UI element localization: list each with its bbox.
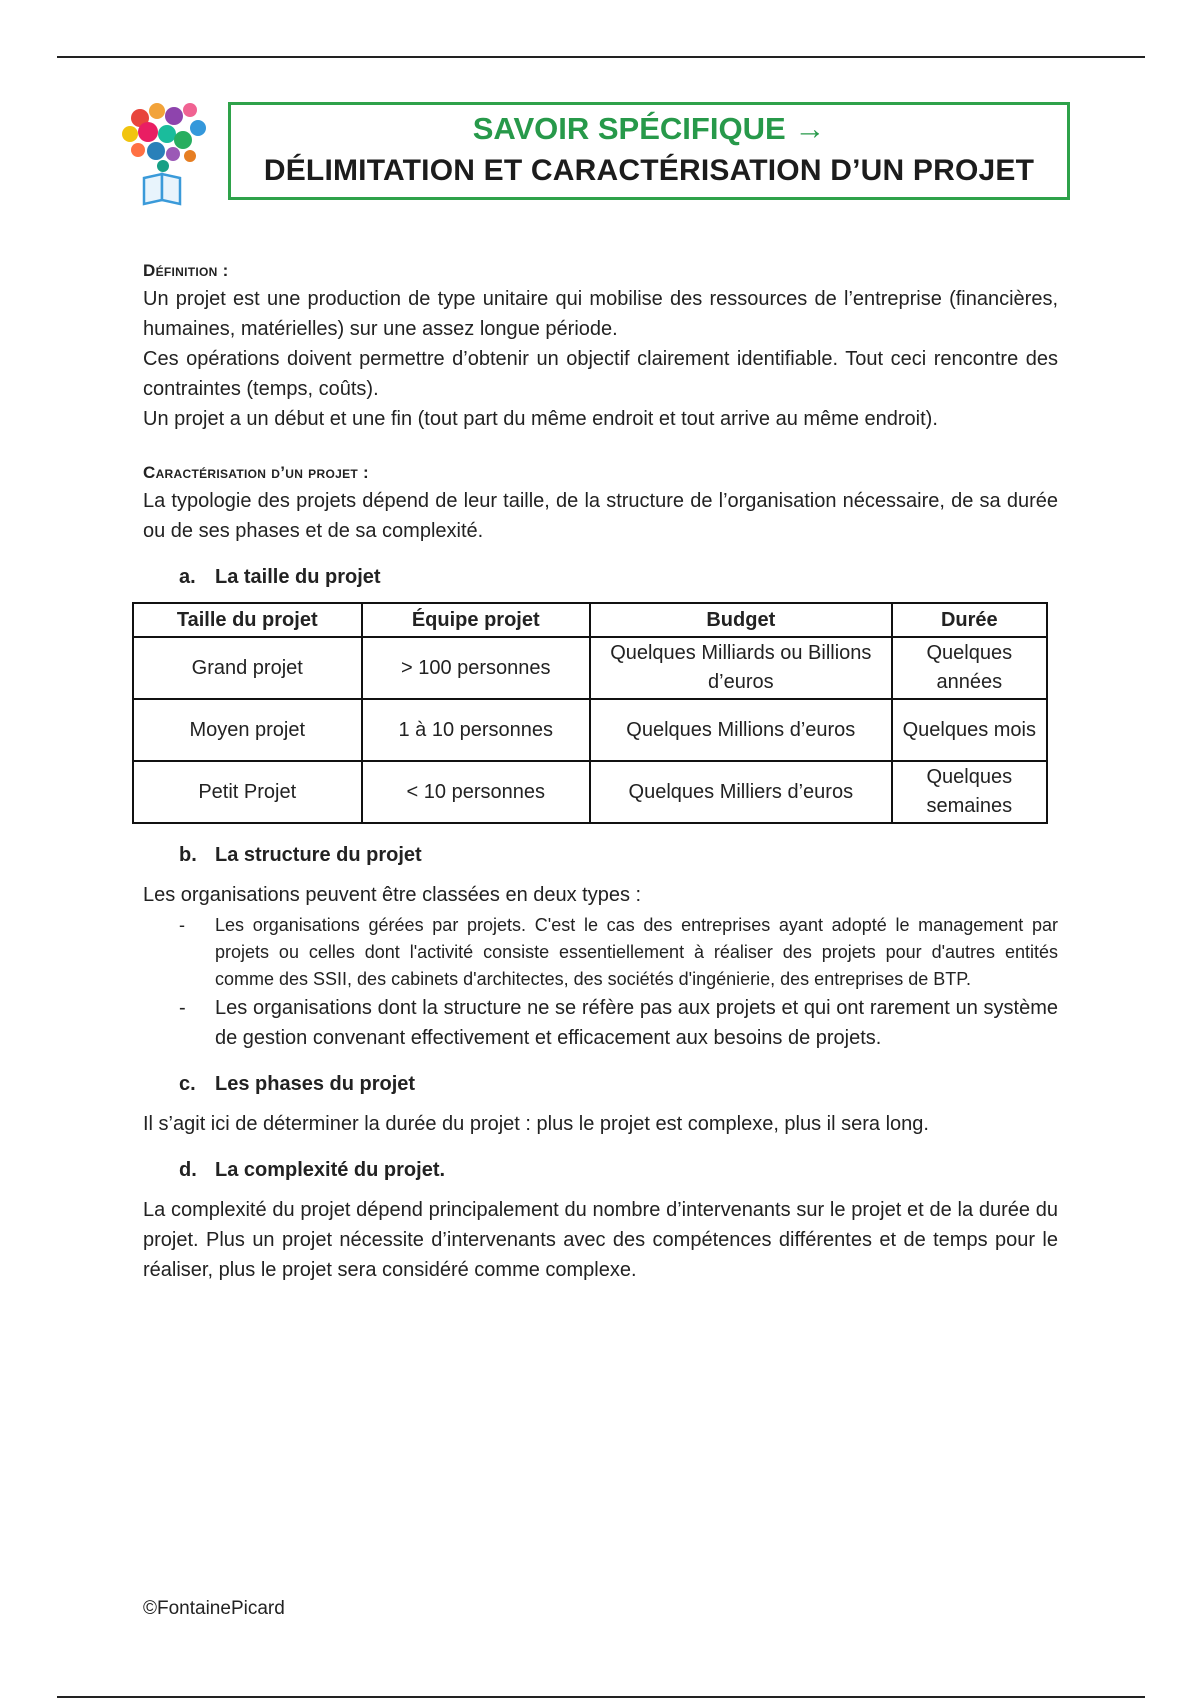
list-item: - Les organisations gérées par projets. C'est le cas des entreprises ayant adopté le management par projets ou celles dont l'activité consiste essentiellement à réaliser des projets pour d'autres entités comme des SSII, des cabinets d'architectes, des sociétés d'ingénierie, des entreprises de BTP.: [215, 912, 1058, 993]
colorful-bubbles-book-icon: [110, 96, 220, 208]
section-d-heading: [143, 1155, 1058, 1185]
table-header-row: [133, 603, 1047, 637]
top-rule: [57, 56, 1145, 58]
bottom-rule: [57, 1696, 1145, 1698]
caracterisation-heading: Caractérisation d’un projet :: [143, 463, 369, 482]
definition-paragraph-2: Ces opérations doivent permettre d’obtenir un objectif clairement identifiable. Tout ceci rencontre des contraintes (temps, coûts).: [143, 348, 1058, 400]
table-cell: Grand projet: [133, 637, 362, 699]
section-a-title: La taille du projet: [215, 566, 381, 588]
page-header: [110, 92, 1080, 212]
definition-paragraph-1: Un projet est une production de type unitaire qui mobilise des ressources de l’entreprise (financières, humaines, matérielles) sur une assez longue période.: [143, 288, 1058, 340]
copyright-footer: ©FontainePicard: [143, 1598, 285, 1619]
table-cell: Quelques Millions d’euros: [590, 699, 892, 761]
section-b-letter: b.: [179, 844, 197, 866]
section-d-letter: d.: [179, 1159, 197, 1181]
table-cell: Quelques années: [892, 637, 1047, 699]
section-c-heading: [143, 1069, 1058, 1099]
table-row: [133, 637, 1047, 699]
section-a-letter: a.: [179, 566, 196, 588]
page-title: DÉLIMITATION ET CARACTÉRISATION D’UN PROJET: [263, 154, 1035, 187]
table-row: [133, 761, 1047, 823]
table-row: [133, 699, 1047, 761]
project-size-table: [132, 602, 1048, 824]
section-b-heading: [143, 840, 1058, 870]
section-d-title: La complexité du projet.: [215, 1159, 446, 1181]
section-c-letter: c.: [179, 1073, 196, 1095]
table-header-cell: Équipe projet: [362, 603, 591, 637]
table-header-cell: Taille du projet: [133, 603, 362, 637]
section-a-heading: [143, 562, 1058, 592]
table-cell: Quelques Milliards ou Billions d’euros: [590, 637, 892, 699]
table-cell: Petit Projet: [133, 761, 362, 823]
section-c-title: Les phases du projet: [215, 1073, 416, 1095]
table-cell: 1 à 10 personnes: [362, 699, 591, 761]
title-category: SAVOIR SPÉCIFIQUE →: [472, 111, 826, 146]
structure-list: [143, 912, 1058, 1053]
structure-intro: Les organisations peuvent être classées en deux types :: [143, 884, 642, 906]
document-body: [143, 258, 1058, 1285]
list-item: - Les organisations dont la structure ne se réfère pas aux projets et qui ont rarement un système de gestion convenant effectivement et efficacement aux besoins de projets.: [215, 993, 1058, 1053]
title-box: [228, 102, 1070, 200]
table-cell: Quelques Milliers d’euros: [590, 761, 892, 823]
caracterisation-paragraph: La typologie des projets dépend de leur taille, de la structure de l’organisation nécessaire, de sa durée ou de ses phases et de sa complexité.: [143, 490, 1058, 542]
table-cell: Quelques semaines: [892, 761, 1047, 823]
table-cell: Quelques mois: [892, 699, 1047, 761]
definition-paragraph-3: Un projet a un début et une fin (tout part du même endroit et tout arrive au même endroit).: [143, 408, 938, 430]
table-header-cell: Durée: [892, 603, 1047, 637]
complexite-paragraph: La complexité du projet dépend principalement du nombre d’intervenants sur le projet et de la durée du projet. Plus un projet nécessite d’intervenants avec des compétences différentes et de temps pour le réaliser, plus le projet sera considéré comme complexe.: [143, 1199, 1058, 1281]
phases-paragraph: Il s’agit ici de déterminer la durée du projet : plus le projet est complexe, plus il sera long.: [143, 1113, 929, 1135]
table-header-cell: Budget: [590, 603, 892, 637]
section-b-title: La structure du projet: [215, 844, 422, 866]
definition-heading: Définition :: [143, 261, 229, 280]
table-cell: > 100 personnes: [362, 637, 591, 699]
table-cell: Moyen projet: [133, 699, 362, 761]
table-cell: < 10 personnes: [362, 761, 591, 823]
